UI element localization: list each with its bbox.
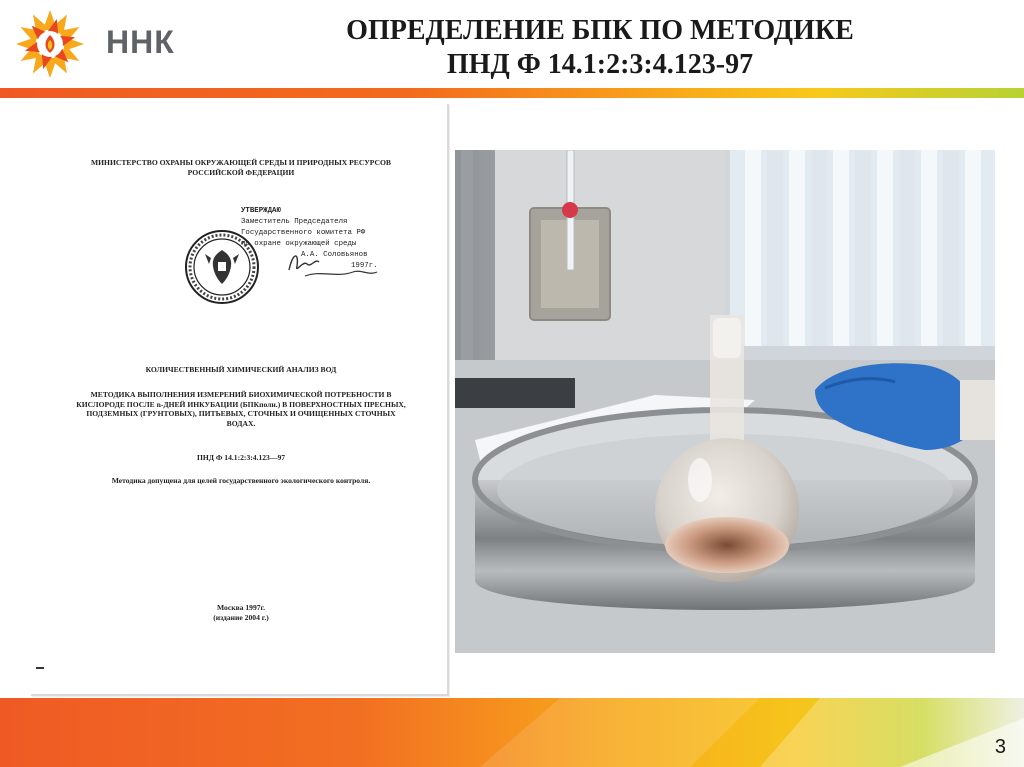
company-logo	[14, 8, 184, 80]
doc-approval-block	[241, 206, 441, 272]
approve-line: Государственного комитета РФ	[241, 229, 366, 237]
keyboard	[455, 378, 575, 408]
doc-allowed-note: Методика допущена для целей государственного экологического контроля.	[111, 476, 371, 485]
doc-city-line: Москва 1997г.	[216, 603, 266, 612]
doc-analysis-heading: КОЛИЧЕСТВЕННЫЙ ХИМИЧЕСКИЙ АНАЛИЗ ВОД	[145, 365, 337, 374]
page-number: 3	[994, 736, 1006, 758]
doc-city-year	[161, 603, 321, 622]
title-line-1: ОПРЕДЕЛЕНИЕ БПК ПО МЕТОДИКЕ	[346, 15, 854, 46]
window-blinds	[730, 150, 995, 360]
incubator-cabinet	[495, 150, 725, 365]
document-scan	[31, 104, 449, 696]
sunflower-logo-icon	[14, 8, 86, 80]
doc-page-mark	[36, 667, 44, 669]
slide-title	[200, 14, 1000, 82]
stopcock	[562, 202, 578, 218]
approve-line: по охране окружающей среды	[241, 240, 357, 248]
doc-edition-line: (издание 2004 г.)	[213, 612, 269, 622]
approve-line: 1997г.	[351, 262, 378, 270]
lab-photo	[455, 150, 995, 653]
title-line-2: ПНД Ф 14.1:2:3:4.123-97	[446, 49, 754, 80]
footer-band	[0, 698, 1024, 767]
approve-line: УТВЕРЖДАЮ	[241, 207, 281, 215]
doc-pnd-code: ПНД Ф 14.1:2:3:4.123—97	[196, 453, 286, 462]
doc-ministry: МИНИСТЕРСТВО ОХРАНЫ ОКРУЖАЮЩЕЙ СРЕДЫ И ПРИРОДНЫХ РЕСУРСОВ РОССИЙСКОЙ ФЕДЕРАЦИИ	[90, 158, 391, 177]
approve-line: Заместитель Председателя	[241, 218, 348, 226]
doc-method-title: МЕТОДИКА ВЫПОЛНЕНИЯ ИЗМЕРЕНИЙ БИОХИМИЧЕСКОЙ ПОТРЕБНОСТИ В КИСЛОРОДЕ ПОСЛЕ n-ДНЕЙ ИНКУБАЦИИ (БПКполн.) В ПОВЕРХНОСТНЫХ ПРЕСНЫХ, ПОДЗЕМНЫХ (ГРУНТОВЫХ), ПИТЬЕВЫХ, СТОЧНЫХ И ОЧИЩЕННЫХ СТОЧНЫХ ВОДАХ.	[76, 390, 406, 428]
header-divider	[0, 88, 1024, 98]
logo-text: ННК	[106, 24, 175, 60]
approve-line: А.А. Соловьянов	[301, 251, 368, 259]
